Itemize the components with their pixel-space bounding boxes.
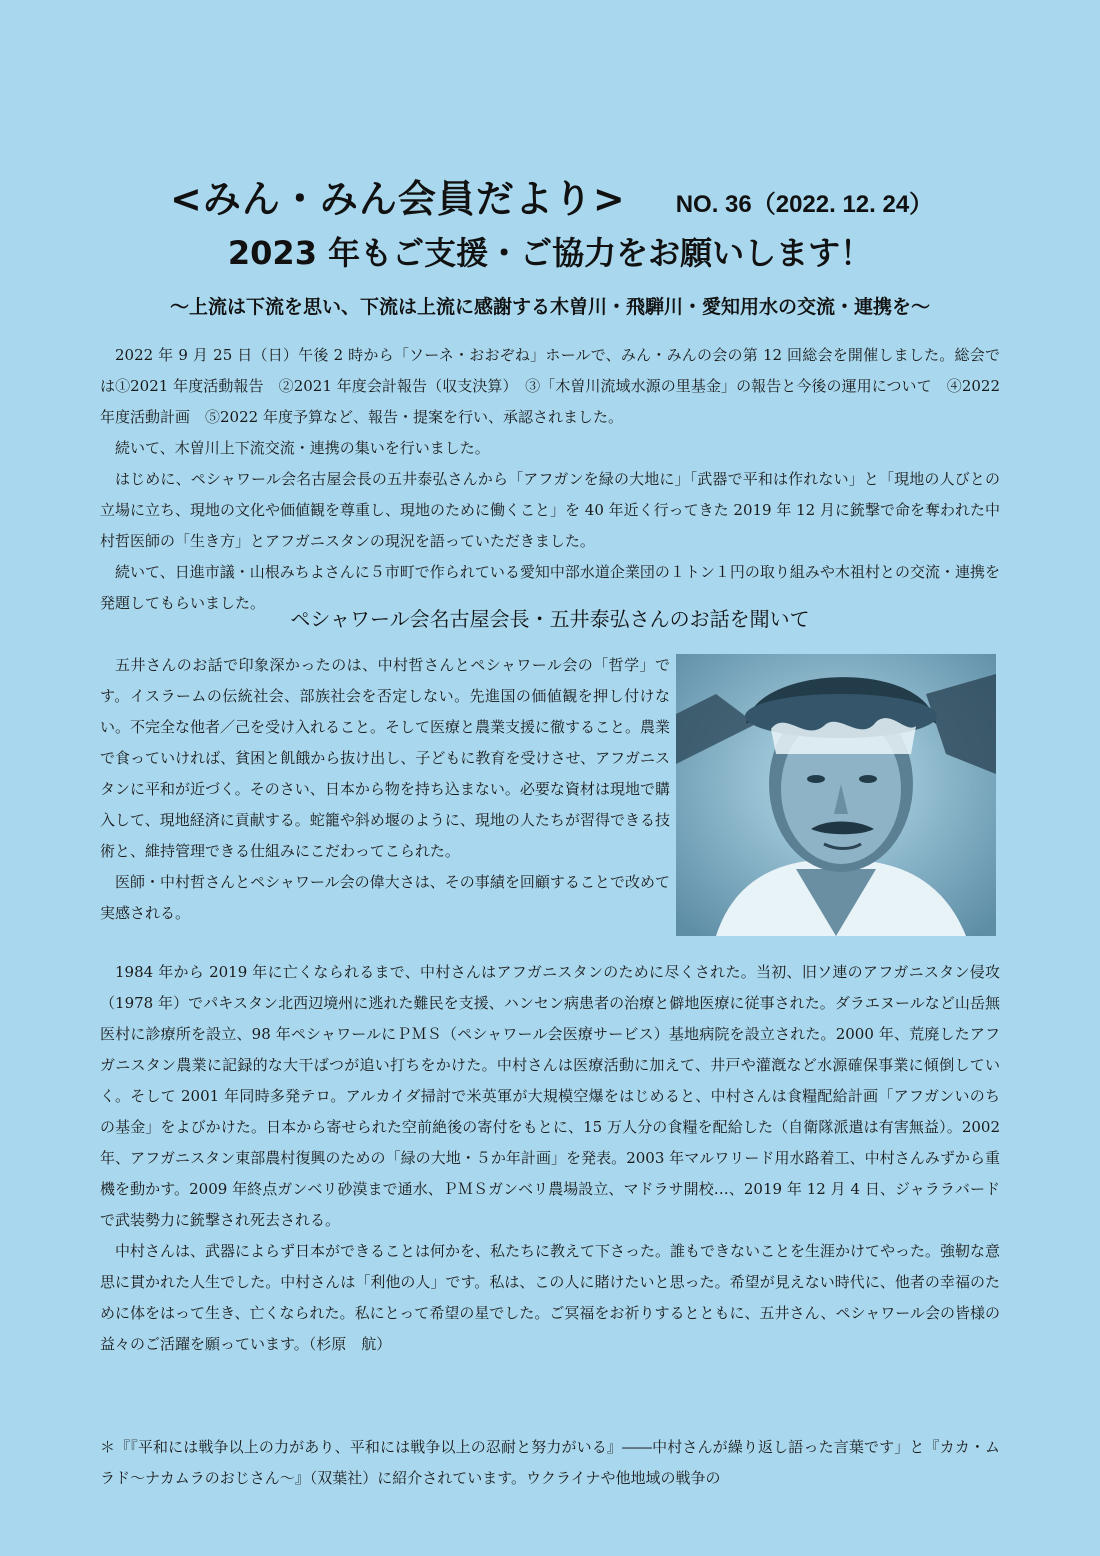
portrait-photo xyxy=(676,654,996,936)
main-paragraph: 中村さんは、武器によらず日本ができることは何かを、私たちに教えて下さった。誰もできないことを生涯かけてやった。強靭な意思に貫かれた人生でした。中村さんは「利他の人」です。私は、この人に賭けたいと思った。希望が見えない時代に、他者の幸福のために体をはって生き、亡くなられた。私にとって希望の星でした。ご冥福をお祈りするとともに、五井さん、ペシャワール会の皆様の益々のご活躍を願っています。（杉原 航） xyxy=(100,1242,1001,1353)
newsletter-title: <みん・みん会員だより> xyxy=(170,177,626,221)
issue-number: NO. 36（2022. 12. 24） xyxy=(675,191,934,218)
masthead xyxy=(170,168,970,221)
column-paragraph: 医師・中村哲さんとペシャワール会の偉大さは、その事績を回顧することで改めて実感される。 xyxy=(100,873,670,922)
section-title: ペシャワール会名古屋会長・五井泰弘さんのお話を聞いて xyxy=(290,607,810,631)
intro-section xyxy=(100,340,1000,612)
intro-paragraph: 続いて、日進市議・山根みちよさんに５市町で作られている愛知中部水道企業団の１トン１円の取り組みや木祖村との交流・連携を発題してもらいました。 xyxy=(100,563,1000,612)
headline: 2023 年もご支援・ご協力をお願いします！ xyxy=(227,234,873,272)
footnote-text: ＊『『平和には戦争以上の力があり、平和には戦争以上の忍耐と努力がいる』――中村さんが繰り返し語った言葉です」と『カカ・ムラド～ナカムラのおじさん～』（双葉社）に紹介されています。ウクライナや他地域の戦争の xyxy=(100,1438,1000,1487)
footnote xyxy=(100,1432,1000,1496)
subheadline: ～上流は下流を思い、下流は上流に感謝する木曽川・飛騨川・愛知用水の交流・連携を～ xyxy=(169,296,930,318)
intro-paragraph: 2022 年 9 月 25 日（日）午後 2 時から「ソーネ・おおぞね」ホールで、みん・みんの会の第 12 回総会を開催しました。総会では①2021 年度活動報告 ②2021 年度会計報告（収支決算） ③「木曽川流域水源の里基金」の報告と今後の運用について ④2022 年度活動計画 ⑤2022 年度予算など、報告・提案を行い、承認されました。 xyxy=(100,346,1000,426)
main-paragraph: 1984 年から 2019 年に亡くなられるまで、中村さんはアフガニスタンのために尽くされた。当初、旧ソ連のアフガニスタン侵攻（1978 年）でパキスタン北西辺境州に逃れた難民を支援、ハンセン病患者の治療と僻地医療に従事された。ダラエヌールなど山岳無医村に診療所を設立、98 年ペシャワールにＰＭＳ（ペシャワール会医療サービス）基地病院を設立された。2000 年、荒廃したアフガニスタン農業に記録的な大干ばつが追い打ちをかけた。中村さんは医療活動に加えて、井戸や灌漑など水源確保事業に傾倒していく。そして 2001 年同時多発テロ。アルカイダ掃討で米英軍が大規模空爆をはじめると、中村さんは食糧配給計画「アフガンいのちの基金」をよびかけた。日本から寄せられた空前絶後の寄付をもとに、15 万人分の食糧を配給した（自衛隊派遣は有害無益）。2002 年、アフガニスタン東部農村復興のための「緑の大地・５か年計画」を発表。2003 年マルワリード用水路着工、中村さんみずから重機を動かす。2009 年終点ガンベリ砂漠まで通水、ＰＭＳガンベリ農場設立、マドラサ開校…、2019 年 12 月 4 日、ジャララバードで武装勢力に銃撃され死去される。 xyxy=(100,963,1000,1229)
column-paragraph: 五井さんのお話で印象深かったのは、中村哲さんとペシャワール会の「哲学」です。イスラームの伝統社会、部族社会を否定しない。先進国の価値観を押し付けない。不完全な他者／己を受け入れること。そして医療と農業支援に徹すること。農業で食っていければ、貧困と飢餓から抜け出し、子どもに教育を受けさせ、アフガニスタンに平和が近づく。そのさい、日本から物を持ち込まない。必要な資材は現地で購入して、現地経済に貢献する。蛇籠や斜め堰のように、現地の人たちが習得できる技術と、維持管理できる仕組みにこだわってこられた。 xyxy=(100,656,671,860)
main-text xyxy=(100,957,1001,1353)
intro-paragraph: はじめに、ペシャワール会名古屋会長の五井泰弘さんから「アフガンを緑の大地に」「武器で平和は作れない」と「現地の人びとの立場に立ち、現地の文化や価値観を尊重し、現地のために働くこと」を 40 年近く行ってきた 2019 年 12 月に銃撃で命を奪われた中村哲医師の「生き方」とアフガニスタンの現況を語っていただきました。 xyxy=(100,470,1000,550)
portrait-illustration xyxy=(676,654,996,936)
column-text xyxy=(100,650,670,929)
intro-paragraph: 続いて、木曽川上下流交流・連携の集いを行いました。 xyxy=(115,439,490,457)
